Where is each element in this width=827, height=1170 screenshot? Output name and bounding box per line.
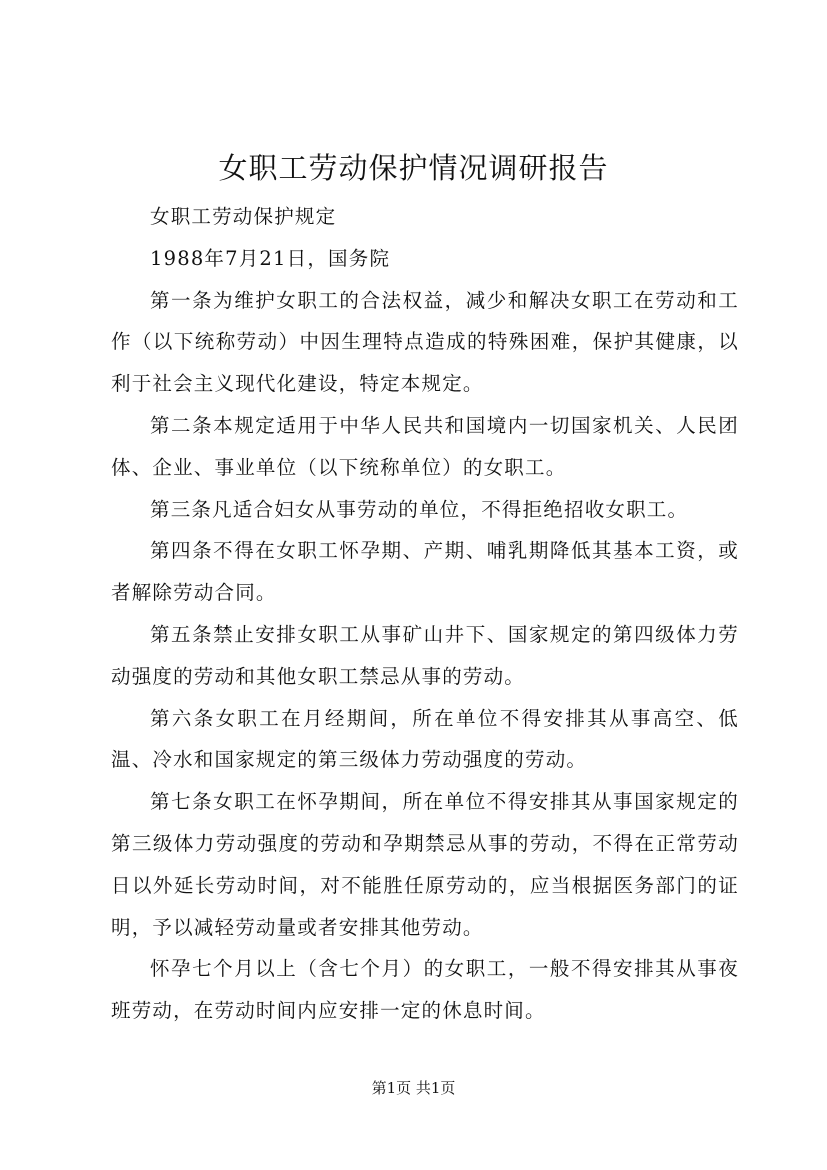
paragraph-article-4: 第四条不得在女职工怀孕期、产期、哺乳期降低其基本工资，或者解除劳动合同。 [111, 539, 739, 605]
paragraph-article-2: 第二条本规定适用于中华人民共和国境内一切国家机关、人民团体、企业、事业单位（以下统称单位）的女职工。 [111, 413, 739, 479]
paragraph-article-3: 第三条凡适合妇女从事劳动的单位，不得拒绝招收女职工。 [150, 497, 689, 521]
paragraph-article-5: 第五条禁止安排女职工从事矿山井下、国家规定的第四级体力劳动强度的劳动和其他女职工禁忌从事的劳动。 [111, 622, 739, 688]
page-footer: 第1页 共1页 [371, 1079, 456, 1097]
paragraph-article-6: 第六条女职工在月经期间，所在单位不得安排其从事高空、低温、冷水和国家规定的第三级体力劳动强度的劳动。 [111, 706, 739, 772]
paragraph-article-7-continued: 怀孕七个月以上（含七个月）的女职工，一般不得安排其从事夜班劳动，在劳动时间内应安排一定的休息时间。 [111, 957, 739, 1023]
paragraph-article-7: 第七条女职工在怀孕期间，所在单位不得安排其从事国家规定的第三级体力劳动强度的劳动和孕期禁忌从事的劳动，不得在正常劳动日以外延长劳动时间，对不能胜任原劳动的，应当根据医务部门的证明，予以减轻劳动量或者安排其他劳动。 [111, 790, 739, 939]
paragraph-heading: 女职工劳动保护规定 [150, 205, 337, 228]
paragraph-article-1: 第一条为维护女职工的合法权益，减少和解决女职工在劳动和工作（以下统称劳动）中因生理特点造成的特殊困难，保护其健康，以利于社会主义现代化建设，特定本规定。 [111, 288, 739, 396]
document-title: 女职工劳动保护情况调研报告 [218, 151, 609, 185]
paragraph-date: 1988年7月21日，国务院 [150, 246, 391, 270]
document-body [111, 196, 739, 1032]
